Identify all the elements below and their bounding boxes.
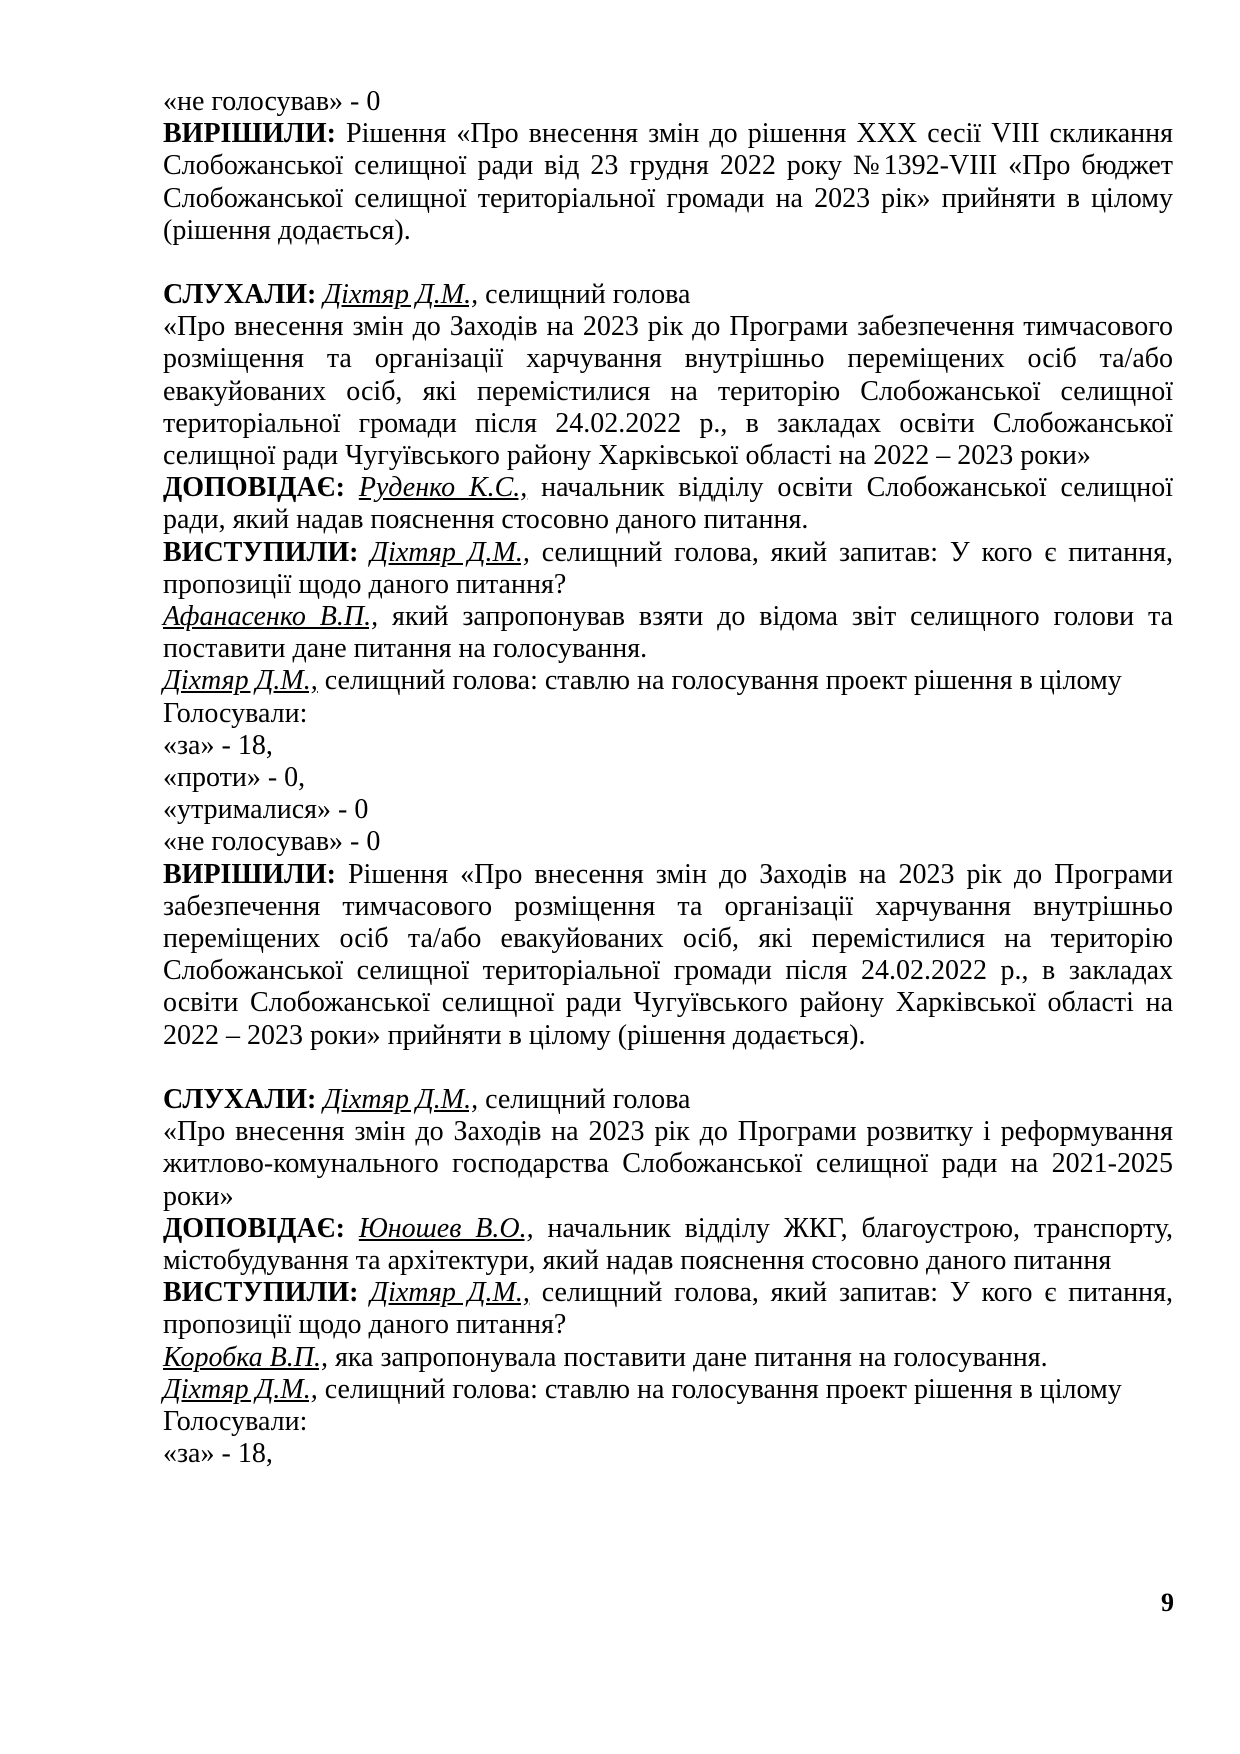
document-body [163, 86, 1173, 1470]
resolved-text: Рішення «Про внесення змін до рішення ХХХ сесії VIII скликання Слобожанської селищної ради від 23 грудня 2022 року №1392-VIII «Про бюджет Слобожанської селищної територіальної громади на 2023 рік» прийняти в цілому (рішення додається). [163, 118, 1173, 246]
vote-call-text: селищний голова: ставлю на голосування проект рішення в цілому [317, 1373, 1122, 1405]
paragraph-gap [163, 1052, 1173, 1084]
vote-for: «за» - 18, [163, 1438, 273, 1470]
heard-label: СЛУХАЛИ: [163, 279, 317, 311]
proposal-paragraph [163, 601, 1173, 665]
heard-line [163, 279, 1173, 311]
spoke-label: ВИСТУПИЛИ: [163, 1277, 359, 1309]
speaker-name: Діхтяр Д.М., [370, 536, 530, 568]
speaker-name: Афанасенко В.П., [163, 601, 379, 633]
voted-label: Голосували: [163, 1405, 308, 1437]
spoke-label: ВИСТУПИЛИ: [163, 536, 359, 568]
speaker-role: селищний голова [478, 1083, 691, 1115]
vote-call-paragraph [163, 1374, 1173, 1406]
resolution-paragraph [163, 118, 1173, 247]
paragraph-gap [163, 247, 1173, 279]
report-text: начальник відділу освіти Слобожанської селищної ради, який надав пояснення стосовно даного питання. [163, 472, 1174, 536]
proposal-text: який запропонував взяти до відома звіт селищного голови та поставити дане питання на голосування. [163, 601, 1173, 665]
speaker-name: Діхтяр Д.М., [163, 665, 318, 697]
page-number: 9 [1161, 1588, 1174, 1617]
reporter-name: Руденко К.С., [358, 472, 528, 504]
report-paragraph [163, 1213, 1173, 1277]
vote-for: «за» - 18, [163, 729, 273, 761]
vote-abstained: «утрималися» - 0 [163, 794, 369, 826]
spoke-paragraph [163, 537, 1173, 601]
vote-call-paragraph [163, 665, 1173, 697]
voted-label: Голосували: [163, 697, 308, 729]
resolution-paragraph [163, 859, 1173, 1052]
speaker-name: Діхтяр Д.М., [370, 1277, 530, 1309]
spoke-text: селищний голова, який запитав: У кого є питання, пропозиції щодо даного питання? [163, 536, 1174, 600]
speaker-name: Коробка В.П., [163, 1341, 328, 1373]
heard-line [163, 1084, 1173, 1116]
vote-against: «проти» - 0, [163, 762, 306, 794]
speaker-name: Діхтяр Д.М., [323, 279, 479, 311]
proposal-paragraph [163, 1342, 1173, 1374]
speaker-role: селищний голова [478, 279, 691, 311]
proposal-text: яка запропонувала поставити дане питання на голосування. [327, 1341, 1048, 1373]
resolved-label: ВИРІШИЛИ: [163, 858, 336, 890]
vote-call-text: селищний голова: ставлю на голосування проект рішення в цілому [317, 665, 1122, 697]
vote-not-voted: «не голосував» - 0 [163, 86, 381, 117]
spoke-text: селищний голова, який запитав: У кого є питання, пропозиції щодо даного питання? [163, 1277, 1174, 1341]
agenda-topic: «Про внесення змін до Заходів на 2023 рік до Програми розвитку і реформування житлово-комунального господарства Слобожанської селищної ради на 2021-2025 роки» [163, 1116, 1173, 1212]
speaker-name: Діхтяр Д.М., [163, 1373, 318, 1405]
report-paragraph [163, 472, 1173, 536]
resolved-label: ВИРІШИЛИ: [163, 118, 336, 150]
resolved-text: Рішення «Про внесення змін до Заходів на 2023 рік до Програми забезпечення тимчасового розміщення та організації харчування внутрішньо переміщених осіб та/або евакуйованих осіб, які перемістилися на територію Слобожанської селищної територіальної громади після 24.02.2022 р., в закладах освіти Слобожанської селищної ради Чугуївського району Харківської області на 2022 – 2023 роки» прийняти в цілому (рішення додається). [163, 858, 1173, 1051]
report-label: ДОПОВІДАЄ: [163, 1212, 345, 1244]
spoke-paragraph [163, 1277, 1173, 1341]
report-text: начальник відділу ЖКГ, благоустрою, транспорту, містобудування та архітектури, який надав пояснення стосовно даного питання [163, 1212, 1174, 1276]
report-label: ДОПОВІДАЄ: [163, 472, 345, 504]
heard-label: СЛУХАЛИ: [163, 1083, 317, 1115]
vote-not-voted: «не голосував» - 0 [163, 826, 381, 858]
reporter-name: Юношев В.О., [358, 1212, 534, 1244]
agenda-topic: «Про внесення змін до Заходів на 2023 рік до Програми забезпечення тимчасового розміщення та організації харчування внутрішньо переміщених осіб та/або евакуйованих осіб, які перемістилися на територію Слобожанської селищної територіальної громади після 24.02.2022 р., в закладах освіти Слобожанської селищної ради Чугуївського району Харківської області на 2022 – 2023 роки» [163, 311, 1173, 472]
speaker-name: Діхтяр Д.М., [323, 1083, 479, 1115]
